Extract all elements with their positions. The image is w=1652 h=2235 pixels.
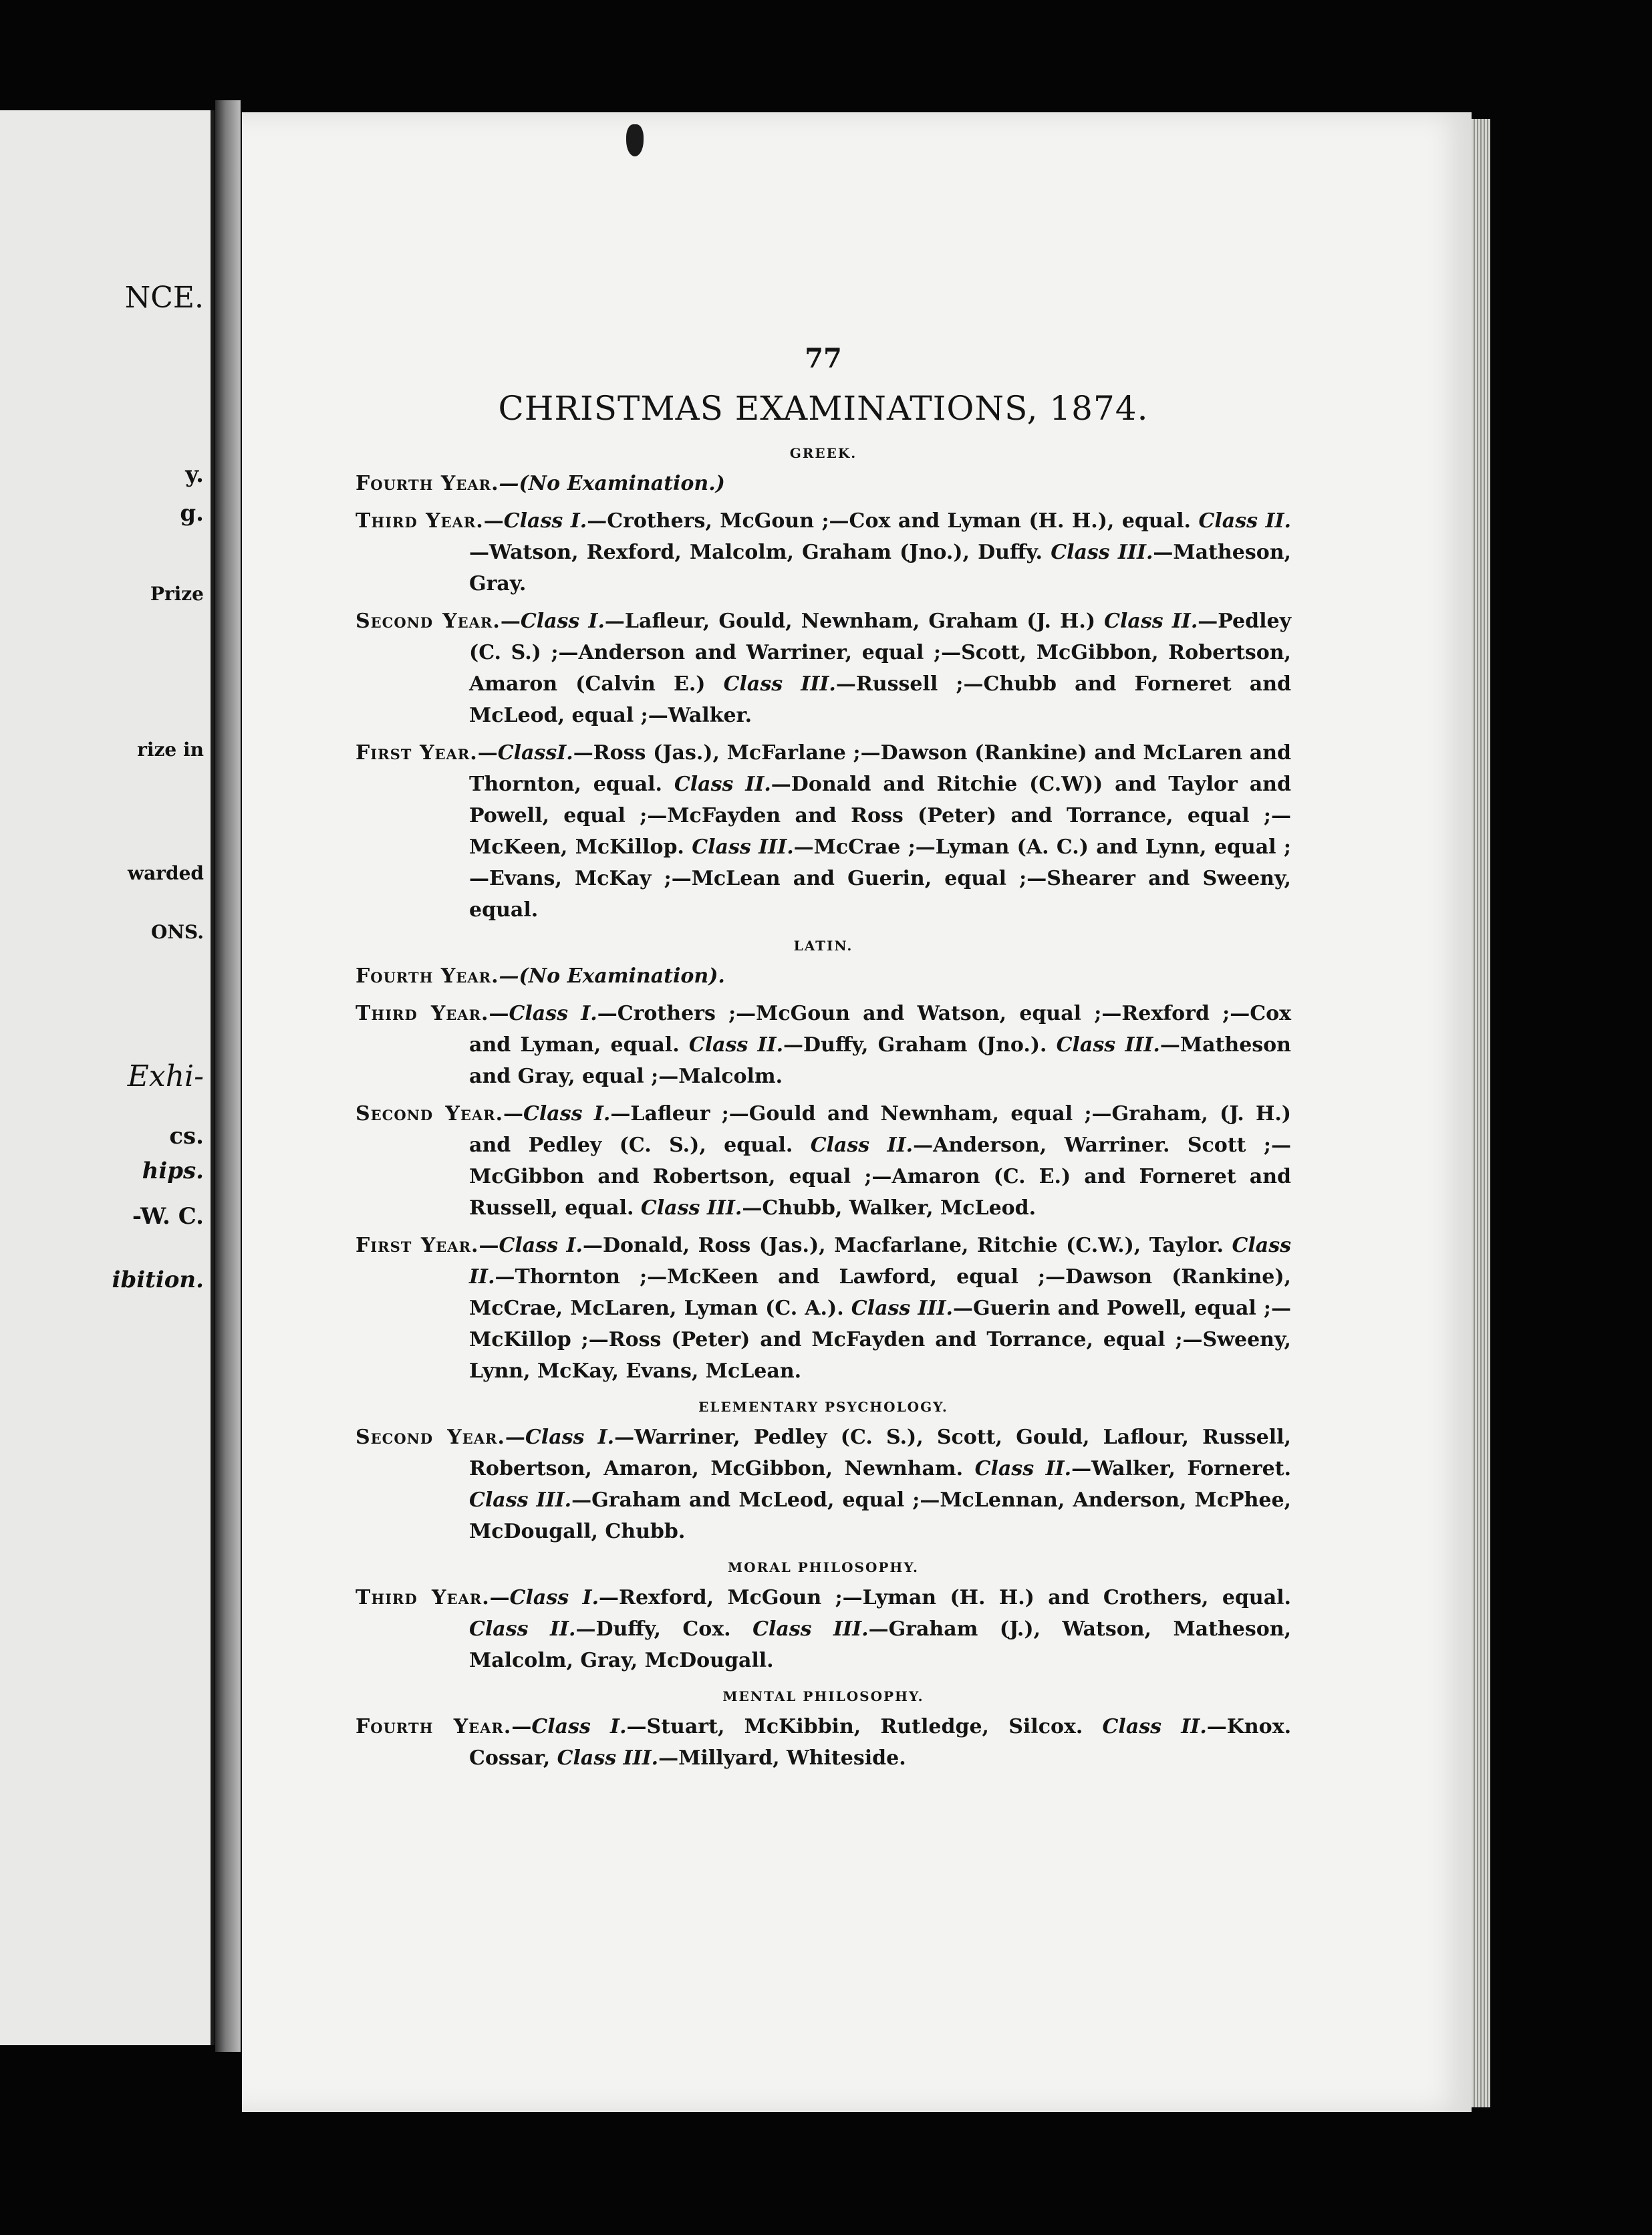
year-label: First Year. (356, 1234, 479, 1257)
year-result-entry (356, 1098, 1291, 1224)
left-page-text-fragment: g. (180, 500, 204, 527)
class-label: Class II. (1198, 509, 1291, 533)
class-label: —(No Examination). (499, 964, 725, 988)
result-text: —Millyard, Whiteside. (658, 1746, 906, 1770)
result-text: —Donald, Ross (Jas.), Macfarlane, Ritchie (C.W.), Taylor. (582, 1234, 1232, 1257)
page-number: 77 (805, 343, 842, 374)
result-text: —Crothers, McGoun ;—Cox and Lyman (H. H.), equal. (587, 509, 1199, 533)
result-text: —Graham and McLeod, equal ;—McLennan, Anderson, McPhee, McDougall, Chubb. (469, 1488, 1292, 1543)
year-label: Third Year. (356, 1586, 490, 1609)
result-text: —Donald and Ritchie (C.W)) and Taylor and Powell, equal ;—McFayden and Ross (Peter) and Torrance, equal ;—McKeen, McKillop. (469, 773, 1291, 859)
class-label: Class III. (1051, 541, 1153, 564)
year-result-entry (356, 1230, 1291, 1387)
result-text: —Knox. Cossar, (469, 1715, 1292, 1770)
result-text: — (478, 1234, 499, 1257)
result-text: —Chubb, Walker, McLeod. (742, 1196, 1037, 1220)
left-page-text-fragment: cs. (169, 1123, 204, 1150)
page-content (356, 343, 1291, 1780)
class-label: Class II. (674, 773, 771, 796)
left-page-text-fragment: rize in (137, 739, 204, 761)
result-text: — (503, 1102, 524, 1126)
result-text: — (511, 1715, 532, 1738)
year-label: Fourth Year. (356, 472, 499, 495)
class-label: Class II. (469, 1617, 576, 1641)
class-label: Class I. (523, 1102, 611, 1126)
ink-blot (626, 124, 644, 156)
class-label: ClassI. (497, 741, 573, 765)
result-text: —Lafleur, Gould, Newnham, Graham (J. H.) (604, 610, 1105, 633)
section-heading: MORAL PHILOSOPHY. (728, 1559, 919, 1575)
result-text: —Pedley (C. S.) ;—Anderson and Warriner, equal ;—Scott, McGibbon, Robertson, Amaron (Calvin E.) (469, 610, 1291, 696)
left-page-text-fragment: y. (185, 461, 204, 488)
class-label: Class I. (520, 610, 605, 633)
class-label: Class III. (640, 1196, 742, 1220)
result-text: —Lafleur ;—Gould and Newnham, equal ;—Graham, (J. H.) and Pedley (C. S.), equal. (469, 1102, 1291, 1157)
section-heading: LATIN. (793, 938, 853, 954)
class-label: Class III. (723, 672, 836, 696)
class-label: Class II. (1102, 1715, 1207, 1738)
scanned-page (242, 112, 1472, 2112)
result-text: — (500, 610, 521, 633)
year-result-entry (356, 505, 1291, 600)
class-label: Class I. (509, 1586, 599, 1609)
year-result-entry (356, 737, 1291, 926)
left-page-text-fragment: warded (128, 862, 204, 884)
class-label: —(No Examination.) (499, 472, 725, 495)
exam-results (356, 445, 1291, 1774)
class-label: Class II. (974, 1457, 1072, 1480)
left-page-text-fragment: hips. (142, 1158, 204, 1184)
result-text: —Matheson, Gray. (469, 541, 1291, 596)
class-label: Class III. (692, 835, 794, 859)
result-text: — (489, 1002, 509, 1025)
result-text: —Ross (Jas.), McFarlane ;—Dawson (Rankine) and McLaren and Thornton, equal. (469, 741, 1291, 796)
class-label: Class II. (1104, 610, 1198, 633)
year-label: Second Year. (356, 610, 501, 633)
year-label: Second Year. (356, 1102, 504, 1126)
result-text: —Duffy, Cox. (575, 1617, 753, 1641)
result-text: — (489, 1586, 510, 1609)
result-text: —McCrae ;—Lyman (A. C.) and Lynn, equal ;—Evans, McKay ;—McLean and Guerin, equal ;—Shearer and Sweeny, equal. (469, 835, 1291, 922)
left-page-text-fragment: NCE. (124, 281, 204, 315)
class-label: Class I. (499, 1234, 583, 1257)
left-page-text-fragment: Exhi- (127, 1059, 204, 1093)
year-label: Third Year. (356, 1002, 489, 1025)
year-result-entry (356, 468, 1291, 499)
class-label: Class III. (851, 1297, 953, 1320)
result-text: —Watson, Rexford, Malcolm, Graham (Jno.), Duffy. (469, 541, 1051, 564)
result-text: —Walker, Forneret. (1071, 1457, 1292, 1480)
book-gutter (215, 100, 241, 2052)
class-label: Class III. (752, 1617, 869, 1641)
page-stack-edge (1472, 119, 1490, 2107)
year-label: Third Year. (356, 509, 484, 533)
result-text: —Russell ;—Chubb and Forneret and McLeod, equal ;—Walker. (469, 672, 1291, 727)
result-text: —Anderson, Warriner. Scott ;—McGibbon and Robertson, equal ;—Amaron (C. E.) and Forneret and Russell, equal. (469, 1134, 1291, 1220)
previous-page-fragment (0, 110, 215, 2045)
year-label: Fourth Year. (356, 964, 499, 988)
result-text: —Matheson and Gray, equal ;—Malcolm. (469, 1033, 1291, 1088)
section-heading: GREEK. (789, 445, 857, 461)
class-label: Class I. (531, 1715, 627, 1738)
section-heading: ELEMENTARY PSYCHOLOGY. (698, 1399, 948, 1415)
class-label: Class III. (557, 1746, 659, 1770)
class-label: Class I. (509, 1002, 597, 1025)
result-text: —Guerin and Powell, equal ;—McKillop ;—Ross (Peter) and McFayden and Torrance, equal ;—Sweeny, Lynn, McKay, Evans, McLean. (469, 1297, 1292, 1383)
page-title: CHRISTMAS EXAMINATIONS, 1874. (498, 389, 1149, 428)
year-result-entry (356, 998, 1291, 1092)
year-label: Second Year. (356, 1426, 505, 1449)
left-page-text-fragment: ONS. (151, 921, 204, 943)
class-label: Class III. (1056, 1033, 1160, 1057)
left-page-text-fragment: -W. C. (132, 1203, 204, 1230)
result-text: —Duffy, Graham (Jno.). (783, 1033, 1057, 1057)
class-label: Class I. (503, 509, 587, 533)
class-label: Class II. (810, 1134, 914, 1157)
class-label: Class II. (469, 1234, 1291, 1289)
result-text: —Stuart, McKibbin, Rutledge, Silcox. (626, 1715, 1103, 1738)
year-result-entry (356, 1711, 1291, 1774)
result-text: —Rexford, McGoun ;—Lyman (H. H.) and Crothers, equal. (599, 1586, 1291, 1609)
year-result-entry (356, 606, 1291, 731)
year-label: First Year. (356, 741, 478, 765)
result-text: — (505, 1426, 525, 1449)
left-page-text-fragment: ibition. (112, 1267, 204, 1293)
result-text: — (483, 509, 504, 533)
year-label: Fourth Year. (356, 1715, 512, 1738)
result-text: —Thornton ;—McKeen and Lawford, equal ;—Dawson (Rankine), McCrae, McLaren, Lyman (C. A.). (469, 1265, 1291, 1320)
year-result-entry (356, 1582, 1291, 1676)
year-result-entry (356, 1422, 1291, 1547)
year-result-entry (356, 960, 1291, 992)
section-heading: MENTAL PHILOSOPHY. (722, 1688, 924, 1704)
left-page-text-fragment: Prize (150, 583, 204, 605)
class-label: Class II. (688, 1033, 784, 1057)
result-text: —Warriner, Pedley (C. S.), Scott, Gould, Laflour, Russell, Robertson, Amaron, McGibbon, Newnham. (469, 1426, 1291, 1480)
result-text: —Crothers ;—McGoun and Watson, equal ;—Rexford ;—Cox and Lyman, equal. (469, 1002, 1291, 1057)
class-label: Class I. (525, 1426, 615, 1449)
class-label: Class III. (469, 1488, 572, 1512)
result-text: —Graham (J.), Watson, Matheson, Malcolm, Gray, McDougall. (469, 1617, 1292, 1672)
result-text: — (477, 741, 498, 765)
